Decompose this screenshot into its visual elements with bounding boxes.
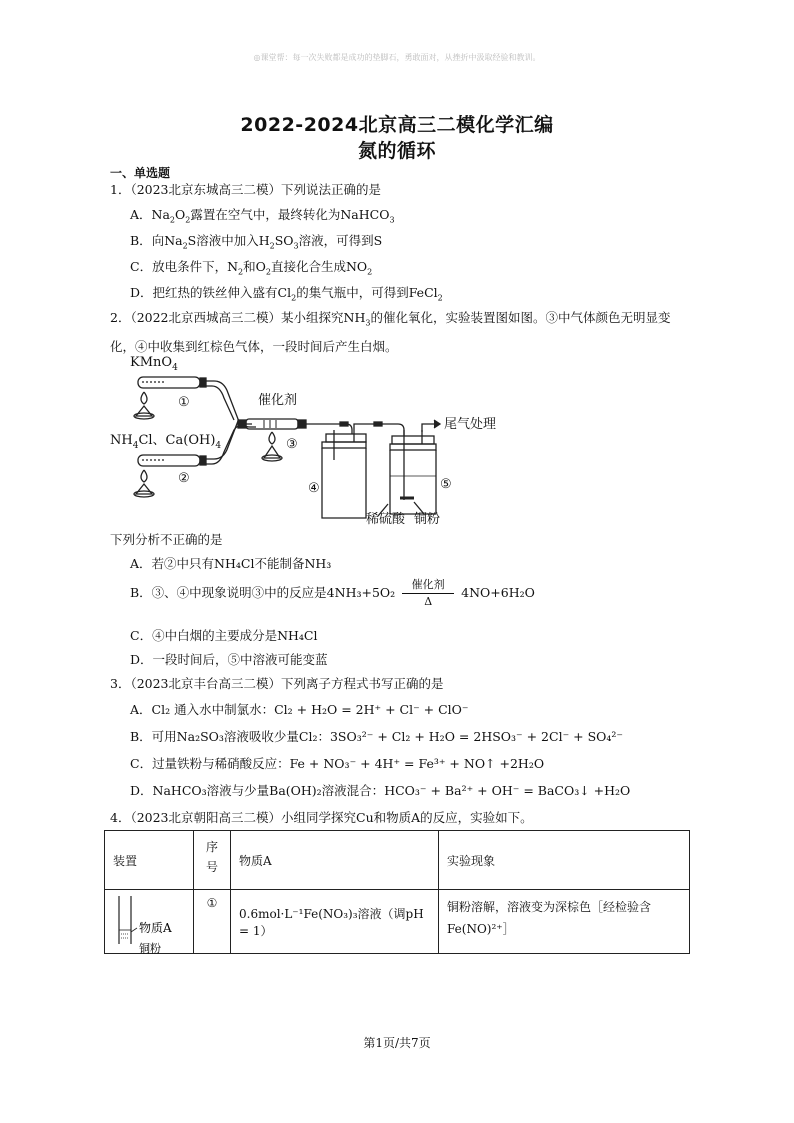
section-heading: 一、单选题: [110, 166, 171, 180]
test-tube-1: [138, 377, 206, 388]
question-2-option-c: C．④中白烟的主要成分是NH₄Cl: [130, 628, 318, 643]
question-3-option-a: A．Cl₂ 通入水中制氯水：Cl₂ + H₂O = 2H⁺ + Cl⁻ + ClO⁻: [130, 702, 469, 717]
question-1-option-b: B．向$Na_2S$溶液中加入$H_2SO_3$溶液，可得到S: [130, 233, 383, 251]
question-3-option-d: D．NaHCO₃溶液与少量Ba(OH)₂溶液混合：HCO₃⁻ + Ba²⁺ + OH⁻ = BaCO₃↓ +H₂O: [130, 783, 631, 798]
question-2-option-a: A．若②中只有NH₄Cl不能制备NH₃: [130, 556, 332, 571]
reaction-bottle-5: [390, 430, 436, 514]
header-substance: 物质A: [231, 831, 439, 890]
question-3-stem: 3．（2023北京丰台高三二模）下列离子方程式书写正确的是: [110, 676, 444, 691]
label-tube-3: ③: [286, 437, 298, 452]
header-apparatus: 装置: [105, 831, 194, 890]
question-4-stem: 4．（2023北京朝阳高三二模）小组同学探究Cu和物质A的反应，实验如下。: [110, 810, 533, 825]
label-kmno4: KMnO$_4$: [130, 355, 178, 373]
question-3-option-c: C．过量铁粉与稀硝酸反应：Fe + NO₃⁻ + 4H⁺ = Fe³⁺ + NO↑ +2H₂O: [130, 756, 545, 771]
label-tail-gas: 尾气处理: [444, 417, 497, 432]
document-title: 2022-2024北京高三二模化学汇编: [240, 114, 554, 136]
question-2-stem: 2．（2022北京西城高三二模）某小组探究$NH_3$的催化氧化，实验装置图如图。③中气体颜色无明显变化，④中收集到红棕色气体，一段时间后产生白烟。: [110, 310, 671, 354]
alcohol-lamp-3: [262, 432, 282, 461]
question-2-option-d: D．一段时间后，⑤中溶液可能变蓝: [130, 652, 328, 667]
test-tube-figure: [111, 894, 181, 955]
cell-apparatus: [105, 890, 194, 954]
label-reagents: $NH_4Cl$、$Ca(OH)_4$: [110, 433, 222, 451]
table-row: [105, 890, 690, 954]
question-1-stem: 1．（2023北京东城高三二模）下列说法正确的是: [110, 182, 382, 197]
collection-bottle-4: [322, 430, 366, 518]
apparatus-figure: [108, 352, 528, 528]
cell-substance: 0.6mol·L⁻¹Fe(NO₃)₃溶液（调pH = 1）: [231, 890, 439, 954]
header-phenomenon: 实验现象: [439, 831, 690, 890]
label-tube-2: ②: [178, 471, 190, 486]
label-bottle-4: ④: [308, 481, 320, 496]
watermark: ◎课堂帮：每一次失败都是成功的垫脚石，勇敢面对，从挫折中汲取经验和教训。: [253, 53, 541, 62]
page-footer: 第1页/共7页: [363, 1036, 431, 1050]
alcohol-lamp-1: [134, 392, 154, 419]
question-1-option-d: D．把红热的铁丝伸入盛有$Cl_2$的集气瓶中，可得到FeCl$_2$: [130, 285, 443, 303]
label-copper-powder: 铜粉: [414, 512, 441, 527]
header-seq: 序 号: [194, 831, 231, 890]
label-dilute-acid: 稀硫酸: [366, 512, 406, 527]
question-1-option-a: A．$Na_2O_2$露置在空气中，最终转化为NaHCO$_3$: [130, 207, 395, 225]
question-2-lead: 下列分析不正确的是: [110, 532, 223, 547]
cell-phenomenon: 铜粉溶解，溶液变为深棕色［经检验含 Fe(NO)²⁺］: [439, 890, 690, 954]
experiment-table: [104, 830, 690, 954]
reaction-condition: $\frac{\text{催化剂}}{\Delta}$: [402, 578, 454, 609]
cell-seq: ①: [194, 890, 231, 954]
alcohol-lamp-2: [134, 470, 154, 497]
label-tube-1: ①: [178, 395, 190, 410]
label-bottle-5: ⑤: [440, 477, 452, 492]
label-substance-a: 物质A: [139, 921, 172, 935]
test-tube-2: [138, 455, 206, 466]
question-3-option-b: B．可用Na₂SO₃溶液吸收少量Cl₂：3SO₃²⁻ + Cl₂ + H₂O = 2HSO₃⁻ + 2Cl⁻ + SO₄²⁻: [130, 729, 624, 744]
table-header-row: [105, 831, 690, 890]
label-copper: 铜粉: [139, 942, 161, 955]
question-1-option-c: C．放电条件下，$N_2$和$O_2$直接化合生成$NO_2$: [130, 259, 373, 277]
question-2-option-b: B．③、④中现象说明③中的反应是4NH₃+5O₂ $\frac{\text{催化剂}}{\Delta}$ 4NO+6H₂O: [130, 578, 535, 608]
document-subtitle: 氮的循环: [357, 140, 436, 162]
label-catalyst: 催化剂: [258, 393, 298, 408]
experiment-table-wrapper: [104, 830, 690, 954]
